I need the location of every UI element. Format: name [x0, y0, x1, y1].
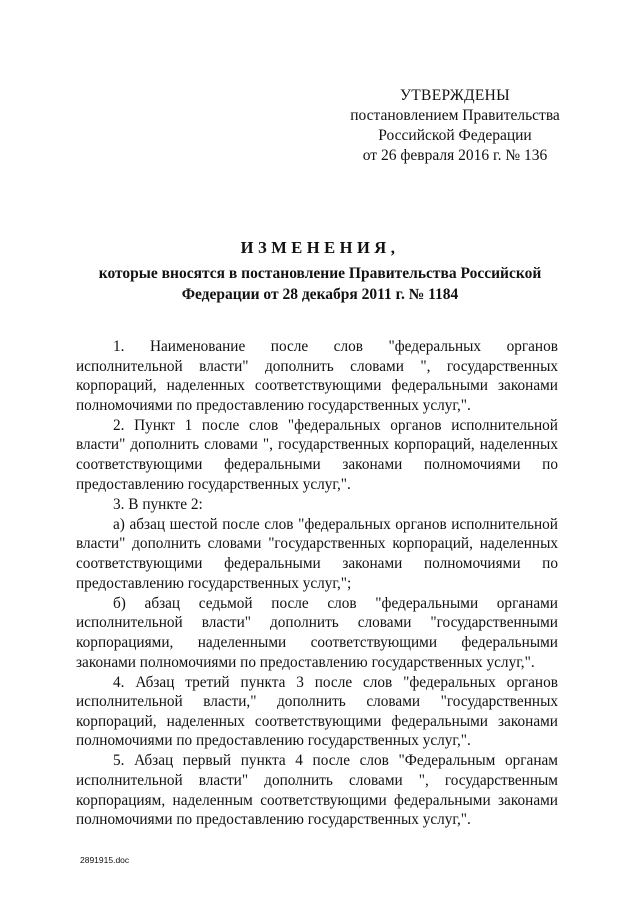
- approval-line-1: постановлением Правительства: [350, 107, 560, 124]
- footer-filename: 2891915.doc: [80, 855, 130, 865]
- paragraph-3b: б) абзац седьмой после слов "федеральными органами исполнительной власти" дополнить словами "государственными корпорациями, наделенными соответствующими федеральными законами полномочиями по предоставлению государственных услуг,".: [76, 594, 558, 671]
- paragraph-5: 5. Абзац первый пункта 4 после слов "Федеральным органам исполнительной власти" дополнить словами ", государственным корпорациям, наделенным соответствующими федеральными законами полномочиями по предоставлению государственных услуг,".: [76, 752, 558, 829]
- approval-heading: УТВЕРЖДЕНЫ: [400, 87, 510, 104]
- paragraph-1: 1. Наименование после слов "федеральных органов исполнительной власти" дополнить словами ", государственных корпораций, наделенных соответствующими федеральными законами полномочиями по предоставлению государственных услуг,".: [76, 338, 558, 414]
- paragraph-3: 3. В пункте 2:: [113, 495, 203, 513]
- document-body: [76, 337, 558, 830]
- paragraph-4: 4. Абзац третий пункта 3 после слов "федеральных органов исполнительной власти," дополнить словами "государственных корпораций, наделенных соответствующими федеральными законами полномочиями по предоставлению государственных услуг,".: [76, 673, 558, 750]
- approval-line-2: Российской Федерации: [378, 127, 532, 144]
- paragraph-2: 2. Пункт 1 после слов "федеральных органов исполнительной власти" дополнить словами ", государственных корпораций, наделенных соответствующими федеральными законами полномочиями по предоставлению государственных услуг,".: [76, 416, 558, 493]
- document-subtitle: которые вносятся в постановление Правительства Российской Федерации от 28 декабря 2011 г. № 1184: [98, 265, 542, 303]
- approval-stamp: [330, 86, 580, 166]
- document-title: ИЗМЕНЕНИЯ,: [240, 238, 400, 257]
- paragraph-3a: а) абзац шестой после слов "федеральных органов исполнительной власти" дополнить словами "государственных корпораций, наделенных соответствующими федеральными законами полномочиями по предоставлению государственных услуг,";: [76, 515, 558, 592]
- approval-line-3: от 26 февраля 2016 г. № 136: [362, 147, 548, 164]
